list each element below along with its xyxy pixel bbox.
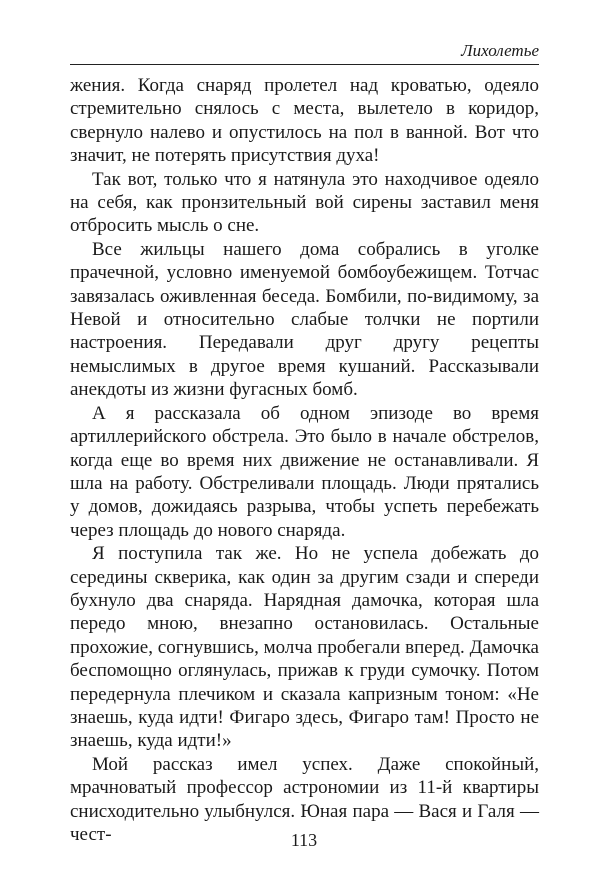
paragraph: А я рассказала об одном эпизоде во время артиллерийского обстрела. Это было в начале обстрелов, когда еще во время них движение не останавливали. Я шла на работу. Обстреливали площадь. Люди прятались у домов, дожидаясь разрыва, чтобы успеть перебежать через площадь до нового снаряда. <box>70 402 539 541</box>
running-head <box>70 40 539 65</box>
paragraph: Мой рассказ имел успех. Даже спокойный, мрачноватый профессор астрономии из 11-й квартиры снисходительно улыбнулся. Юная пара — Вася и Галя — чест- <box>70 753 539 845</box>
paragraph: Я поступила так же. Но не успела добежать до середины скверика, как один за другим сзади и спереди бухнуло два снаряда. Нарядная дамочка, которая шла передо мною, внезапно остановилась. Остальные прохожие, согнувшись, молча пробегали вперед. Дамочка беспомощно оглянулась, прижав к груди сумочку. Потом передернула плечиком и сказала капризным тоном: «Не знаешь, куда идти! Фигаро здесь, Фигаро там! Просто не знаешь, куда идти!» <box>70 543 539 752</box>
paragraph: Все жильцы нашего дома собрались в уголке прачечной, условно именуемой бомбоубежищем. Тотчас завязалась оживленная беседа. Бомбили, по-видимому, за Невой и относительно слабые толчки не портили настроения. Передавали друг другу рецепты немыслимых в другое время кушаний. Рассказывали анекдоты из жизни фугасных бомб. <box>70 238 539 401</box>
page-number: 113 <box>290 830 318 850</box>
paragraph-continued: жения. Когда снаряд пролетел над кроватью, одеяло стремительно снялось с места, вылетело в коридор, свернуло налево и опустилось на пол в ванной. Вот что значит, не потерять присутствия духа! <box>70 75 539 167</box>
running-title: Лихолетье <box>461 41 539 60</box>
body-text <box>70 74 539 846</box>
paragraph: Так вот, только что я натянула это находчивое одеяло на себя, как пронзительный вой сирены заставил меня отбросить мысль о сне. <box>70 168 539 237</box>
